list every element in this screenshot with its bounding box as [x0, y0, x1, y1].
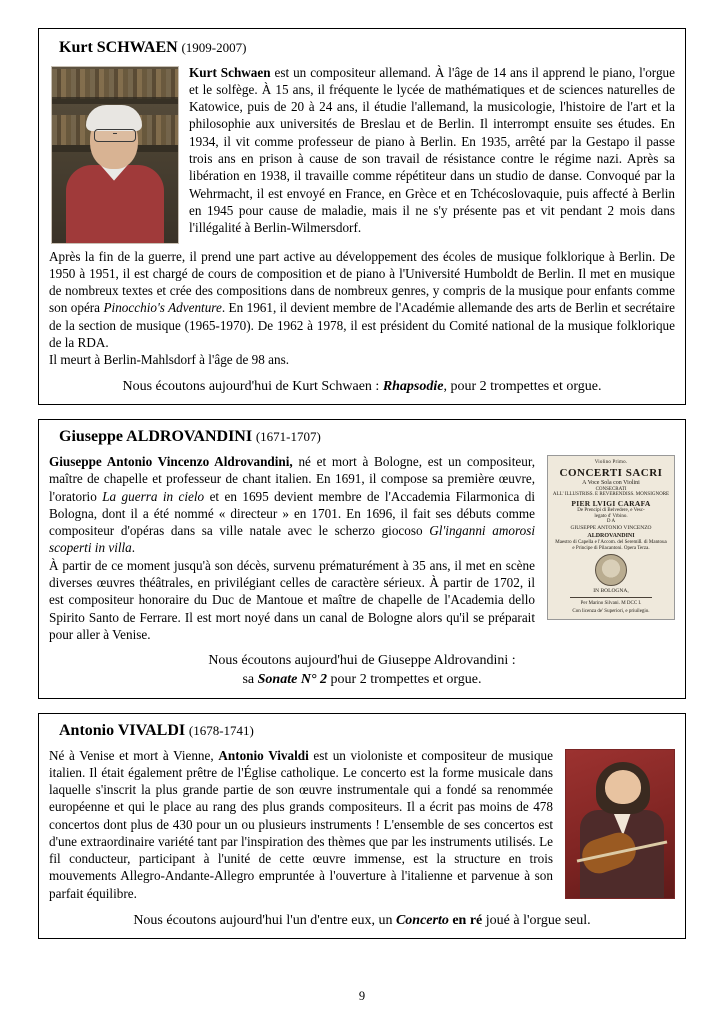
composer-name: Kurt SCHWAEN: [59, 39, 178, 56]
page-number: 9: [358, 989, 366, 1003]
listen-work-key: en ré: [448, 912, 483, 928]
portrait-antonio-vivaldi-image: [565, 749, 675, 899]
score-line-3: A Voce Sola con Violini: [582, 479, 640, 486]
portrait-illustration: [566, 750, 674, 898]
aldrovandini-listen-line: [49, 652, 675, 690]
composer-dates: (1909-2007): [181, 40, 247, 55]
score-title-page-image: [547, 455, 675, 620]
listen-line2-a: sa: [242, 672, 258, 688]
section-giuseppe-aldrovandini: [38, 419, 686, 698]
composer-dates: (1678-1741): [188, 722, 254, 738]
score-line-13: e Principe di Pilacantoni. Opera Terza.: [572, 545, 650, 551]
printer-emblem-icon: [595, 554, 627, 586]
schwaen-p2-text-b: . En 1961, il devient membre de l'Académie allemande des arts de Berlin et secrétaire de la section de musique (1965-1970). De 1962 à 1978, il est président du Comité national de la musique folklorique de la RDA.: [49, 300, 676, 350]
listen-second-line: [49, 671, 675, 690]
aldrovandini-scherzo-title: Gl'inganni amorosi scoperti in villa: [49, 523, 535, 556]
aldrovandini-oratorio-title: La guerra in cielo: [102, 488, 205, 504]
score-line-4: CONSECRATI: [595, 486, 627, 492]
schwaen-p3-text: Il meurt à Berlin-Mahlsdorf à l'âge de 98 ans.: [49, 352, 290, 368]
score-line-5: ALL' ILLUSTRISS. E REVERENDISS. MONSIGNORE: [552, 492, 670, 498]
composer-dates: (1671-1707): [255, 429, 321, 445]
section-kurt-schwaen: [38, 28, 686, 405]
score-line-7: De Prencipi di Belvedere, e Vesc-: [577, 508, 645, 514]
listen-work-title: Rhapsodie: [382, 378, 444, 394]
listen-prefix: Nous écoutons aujourd'hui l'un d'entre eux, un: [133, 912, 396, 928]
aldrovandini-p1-text-c: .: [131, 540, 136, 556]
schwaen-opera-title: Pinocchio's Adventure: [103, 300, 222, 316]
listen-suffix: , pour 2 trompettes et orgue.: [443, 378, 602, 394]
listen-work-title: Concerto: [395, 912, 449, 928]
schwaen-p2-text-a: Après la fin de la guerre, il prend une part active au développement des écoles de musique folklorique à Berlin. De 1950 à 1951, il est chargé de cours de composition et de piano à l'Université Humboldt de Berlin. Il met en musique de nombreux textes et crée des compositions dans de nombreux genres, y compris de la musique pour enfants comme son opéra: [49, 248, 675, 316]
schwaen-listen-line: [49, 378, 675, 397]
portrait-kurt-schwaen-image: [51, 66, 179, 244]
composer-name: Antonio VIVALDI: [59, 721, 186, 739]
vivaldi-p1-text-a: Né à Venise et mort à Vienne,: [49, 747, 219, 763]
listen-work-title: Sonate N° 2: [257, 672, 328, 688]
portrait-illustration: [52, 67, 178, 243]
schwaen-paragraph-3: [49, 351, 675, 368]
aldrovandini-p1-text-b: et en 1695 devient membre de l'Accademia Filarmonica di Bologna, dont il a été nommé « directeur » en 1701. En 1696, il fait ses débuts comme compositeur d'opéras dans sa ville natale avec le scherzo giocoso: [49, 488, 535, 539]
score-line-6: PIER LVIGI CARAFA: [571, 498, 651, 508]
aldrovandini-lead-in: Giuseppe Antonio Vincenzo Aldrovandini,: [49, 454, 293, 470]
score-line-11: ALDROVANDINI: [587, 533, 635, 540]
score-illustration: [548, 456, 674, 619]
schwaen-p1-text: est un compositeur allemand. À l'âge de 14 ans il apprend le piano, l'orgue et le solfège. À 15 ans, il fréquente le lycée de mathématiques et de sciences naturelles de Katowice, puis de 20 à 24 ans, il étudie l'allemand, la musicologie, l'histoire de l'art et la philosophie aux universités de Breslau et de Berlin. Il interrompt ensuite ses études. En 1934, il vit comme professeur de piano à Berlin. En 1935, arrêté par la Gestapo il passe trois ans en prison à cause de son travail de résistance contre le régime nazi. Après sa libération en 1938, il travaille comme répétiteur dans un studio de danse. Convoqué par la Wehrmacht, il est envoyé en France, en Grèce et en Tchécoslovaquie, puis affecté à Berlin en 1945 pour cause de maladie, mais il ne s'y présente pas et vit pendant 2 mois dans l'illégalité à Berlin-Wilmersdorf.: [189, 64, 675, 236]
section-antonio-vivaldi: [38, 713, 686, 939]
schwaen-lead-in: Kurt Schwaen: [189, 64, 271, 80]
listen-prefix: Nous écoutons aujourd'hui de Kurt Schwaen :: [122, 378, 383, 394]
vivaldi-listen-line: [49, 912, 675, 931]
score-line-15: Per Marino Silvani. M DCC I.: [580, 601, 642, 607]
composer-heading-vivaldi: [59, 722, 675, 740]
score-line-14: IN BOLOGNA,: [593, 588, 629, 595]
score-line-8: legato d' Vrbino.: [594, 513, 628, 519]
score-line-9: D A: [606, 519, 616, 525]
composer-heading-schwaen: [59, 39, 675, 57]
schwaen-paragraph-2: [49, 248, 675, 352]
score-line-16: Con licenza de' Superiori, e priuilegio.: [572, 608, 650, 614]
score-line-10: GIUSEPPE ANTONIO VINCENZO: [570, 525, 652, 532]
listen-suffix: joué à l'orgue seul.: [482, 912, 591, 928]
composer-name: Giuseppe ALDROVANDINI: [59, 428, 253, 446]
aldrovandini-p2-text: À partir de ce moment jusqu'à son décès, survenu prématurément à 35 ans, il met en scène diverses œuvres théâtrales, en privilégiant celles de caractère sérieux. À partir de 1702, il est compositeur honoraire du Duc de Mantoue et maître de chapelle de l'Academia dello Spirito Santo de Ferrare. Il est mort noyé dans un canal de Bologne alors qu'il se préparait pour aller à Venise.: [49, 557, 535, 642]
listen-line2-b: pour 2 trompettes et orgue.: [327, 672, 482, 688]
vivaldi-p1-text-b: est un violoniste et compositeur de musique italien. Il était également prêtre de l'Église catholique. Le concerto est la forme musicale dans laquelle s'inscrit la plus grande partie de son œuvre instrumentale qui a fondé sa renommée européenne et qui le place au rang des plus grands compositeurs. Il a écrit pas moins de 478 concertos dont plus de 430 pour un ou plusieurs instruments ! L'ensemble de ses concertos est d'une extraordinaire variété tant par l'inspiration des thèmes que par les instruments utilisés. Le fil conducteur, participant à l'unité de cette œuvre immense, est la structure en trois mouvements Allegro-Andante-Allegro empruntée à l'ouverture à l'italienne et parvenue à son parfait équilibre.: [49, 747, 554, 901]
composer-heading-aldrovandini: [59, 428, 675, 446]
score-line-2: CONCERTI SACRI: [559, 466, 663, 479]
vivaldi-lead-in: Antonio Vivaldi: [218, 747, 309, 763]
listen-prefix: Nous écoutons aujourd'hui de Giuseppe Aldrovandini :: [208, 653, 516, 669]
aldrovandini-p1-text-a: né et mort à Bologne, est un compositeur, maître de chapelle et professeur de chant italien. En 1691, il compose sa première œuvre, l'oratorio: [49, 454, 535, 504]
score-line-1: Violino Primo.: [594, 460, 628, 466]
score-line-12: Maestro di Capella e l'Accom. del Seremiß. di Mantoua: [555, 539, 667, 545]
